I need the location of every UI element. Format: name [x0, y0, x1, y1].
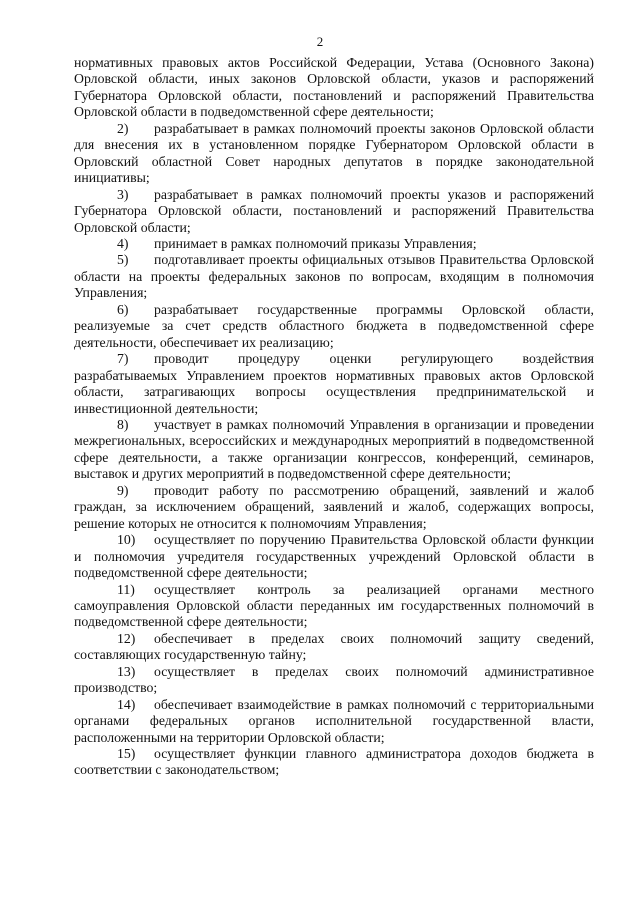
list-item-number: 10) — [117, 532, 136, 548]
paragraph-text: разрабатывает в рамках полномочий проекты указов и распоряжений Губернатора Орловской области, постановлений и распоряжений Правительства Орловской области; — [74, 186, 594, 235]
list-item-number: 3) — [117, 186, 129, 202]
list-item — [74, 302, 594, 351]
list-item-number: 6) — [117, 301, 129, 317]
document-body — [74, 55, 594, 779]
continued-paragraph — [74, 55, 594, 121]
paragraph-text: обеспечивает взаимодействие в рамках полномочий с территориальными органами федеральных органов исполнительной государственной власти, расположенными на территории Орловской области; — [74, 696, 594, 745]
list-item — [74, 483, 594, 532]
page-number: 2 — [316, 34, 324, 49]
list-item — [74, 236, 594, 252]
paragraph-text: принимает в рамках полномочий приказы Управления; — [154, 235, 477, 251]
list-item-number: 7) — [117, 351, 129, 367]
list-item — [74, 697, 594, 746]
list-item — [74, 582, 594, 631]
paragraph-text: проводит работу по рассмотрению обращений, заявлений и жалоб граждан, за исключением обращений, заявлений и жалоб, содержащих вопросы, решение которых не относится к полномочиям Управления; — [74, 482, 594, 531]
list-item-number: 13) — [117, 663, 136, 679]
paragraph-text: разрабатывает в рамках полномочий проекты законов Орловской области для внесения их в установленном порядке Губернатором Орловской области в Орловский областной Совет народных депутатов в порядке законодательной инициативы; — [74, 120, 594, 186]
list-item-number: 5) — [117, 252, 129, 268]
list-item-number: 9) — [117, 482, 129, 498]
paragraph-text: проводит процедуру оценки регулирующего воздействия разрабатываемых Управлением проектов нормативных правовых актов Орловской области, затрагивающих вопросы осуществления предпринимательской и инвестиционной деятельности; — [74, 351, 594, 416]
list-item-number: 11) — [117, 581, 135, 597]
list-item — [74, 532, 594, 581]
list-item-number: 8) — [117, 416, 129, 432]
paragraph-text: осуществляет функции главного администратора доходов бюджета в соответствии с законодательством; — [74, 746, 594, 778]
paragraph-text: осуществляет контроль за реализацией органами местного самоуправления Орловской области переданных им государственных полномочий в подведомственной сфере деятельности; — [74, 581, 594, 630]
list-item — [74, 417, 594, 483]
list-item — [74, 631, 594, 664]
paragraph-text: участвует в рамках полномочий Управления в организации и проведении межрегиональных, всероссийских и международных мероприятий в подведомственной сфере деятельности, а также организации конгрессов, конференций, семинаров, выставок и других мероприятий в подведомственной сфере деятельности; — [74, 416, 594, 482]
list-item — [74, 664, 594, 697]
list-item — [74, 746, 594, 779]
list-item-number: 4) — [117, 235, 129, 251]
paragraph-text: обеспечивает в пределах своих полномочий защиту сведений, составляющих государственную тайну; — [74, 630, 594, 663]
paragraph-text: нормативных правовых актов Российской Федерации, Устава (Основного Закона) Орловской области, иных законов Орловской области, указов и распоряжений Губернатора Орловской области, постановлений и распоряжений Правительства Орловской области в подведомственной сфере деятельности; — [74, 55, 594, 120]
paragraph-text: осуществляет по поручению Правительства Орловской области функции и полномочия учредителя государственных учреждений Орловской области в подведомственной сфере деятельности; — [74, 532, 594, 581]
paragraph-text: осуществляет в пределах своих полномочий административное производство; — [74, 663, 594, 696]
paragraph-text: подготавливает проекты официальных отзывов Правительства Орловской области на проекты федеральных законов по вопросам, входящим в полномочия Управления; — [74, 252, 594, 301]
list-item-number: 15) — [117, 746, 136, 762]
list-item — [74, 252, 594, 301]
list-item — [74, 121, 594, 187]
list-item — [74, 351, 594, 417]
list-item-number: 2) — [117, 120, 129, 136]
list-item — [74, 187, 594, 236]
list-item-number: 14) — [117, 696, 136, 712]
list-item-number: 12) — [117, 630, 136, 646]
paragraph-text: разрабатывает государственные программы Орловской области, реализуемые за счет средств областного бюджета в подведомственной сфере деятельности, обеспечивает их реализацию; — [74, 301, 594, 350]
